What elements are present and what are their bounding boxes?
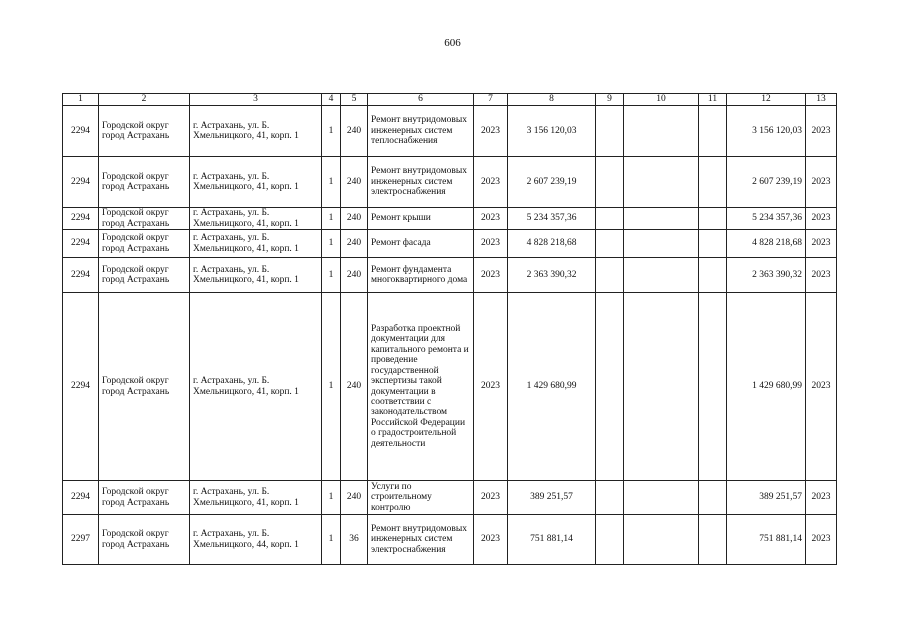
cost-cell: 389 251,57 xyxy=(508,481,596,515)
municipality-cell: Городской округ город Астрахань xyxy=(99,208,190,230)
cost-cell: 3 156 120,03 xyxy=(508,106,596,157)
column-4-cell: 1 xyxy=(322,481,341,515)
column-5-cell: 240 xyxy=(341,157,368,208)
table-row xyxy=(63,293,837,481)
table-row xyxy=(63,481,837,515)
column-10-cell xyxy=(624,208,699,230)
column-header: 5 xyxy=(341,94,368,106)
year-cell: 2023 xyxy=(474,157,508,208)
column-header: 8 xyxy=(508,94,596,106)
work-type-cell: Услуги по строительному контролю xyxy=(368,481,474,515)
completion-year-cell: 2023 xyxy=(806,208,837,230)
row-number-cell: 2297 xyxy=(63,515,99,565)
work-type-cell: Ремонт внутридомовых инженерных систем электроснабжения xyxy=(368,515,474,565)
completion-year-cell: 2023 xyxy=(806,481,837,515)
column-10-cell xyxy=(624,293,699,481)
address-cell: г. Астрахань, ул. Б. Хмельницкого, 41, корп. 1 xyxy=(190,157,322,208)
year-cell: 2023 xyxy=(474,258,508,293)
column-header: 4 xyxy=(322,94,341,106)
total-cost-cell: 5 234 357,36 xyxy=(727,208,806,230)
column-9-cell xyxy=(596,230,624,258)
address-cell: г. Астрахань, ул. Б. Хмельницкого, 41, корп. 1 xyxy=(190,293,322,481)
address-cell: г. Астрахань, ул. Б. Хмельницкого, 41, корп. 1 xyxy=(190,481,322,515)
table-row xyxy=(63,258,837,293)
column-header: 9 xyxy=(596,94,624,106)
municipality-cell: Городской округ город Астрахань xyxy=(99,293,190,481)
year-cell: 2023 xyxy=(474,515,508,565)
total-cost-cell: 2 363 390,32 xyxy=(727,258,806,293)
row-number-cell: 2294 xyxy=(63,481,99,515)
cost-cell: 2 607 239,19 xyxy=(508,157,596,208)
column-4-cell: 1 xyxy=(322,230,341,258)
municipality-cell: Городской округ город Астрахань xyxy=(99,157,190,208)
column-11-cell xyxy=(699,293,727,481)
row-number-cell: 2294 xyxy=(63,208,99,230)
column-header: 13 xyxy=(806,94,837,106)
table-row xyxy=(63,157,837,208)
work-type-cell: Ремонт фасада xyxy=(368,230,474,258)
cost-cell: 4 828 218,68 xyxy=(508,230,596,258)
address-cell: г. Астрахань, ул. Б. Хмельницкого, 41, корп. 1 xyxy=(190,258,322,293)
row-number-cell: 2294 xyxy=(63,157,99,208)
work-type-cell: Ремонт фундамента многоквартирного дома xyxy=(368,258,474,293)
column-10-cell xyxy=(624,106,699,157)
column-11-cell xyxy=(699,258,727,293)
address-cell: г. Астрахань, ул. Б. Хмельницкого, 41, корп. 1 xyxy=(190,230,322,258)
work-type-cell: Разработка проектной документации для капитального ремонта и проведение государственной экспертизы такой документации в соответствии с законодательством Российской Федерации о градостроительной деятельности xyxy=(368,293,474,481)
column-9-cell xyxy=(596,106,624,157)
row-number-cell: 2294 xyxy=(63,258,99,293)
municipality-cell: Городской округ город Астрахань xyxy=(99,258,190,293)
year-cell: 2023 xyxy=(474,208,508,230)
column-5-cell: 240 xyxy=(341,208,368,230)
year-cell: 2023 xyxy=(474,481,508,515)
municipality-cell: Городской округ город Астрахань xyxy=(99,515,190,565)
total-cost-cell: 2 607 239,19 xyxy=(727,157,806,208)
year-cell: 2023 xyxy=(474,293,508,481)
column-4-cell: 1 xyxy=(322,106,341,157)
column-11-cell xyxy=(699,230,727,258)
column-4-cell: 1 xyxy=(322,208,341,230)
page-number: 606 xyxy=(444,37,461,49)
column-10-cell xyxy=(624,515,699,565)
column-4-cell: 1 xyxy=(322,515,341,565)
year-cell: 2023 xyxy=(474,106,508,157)
total-cost-cell: 4 828 218,68 xyxy=(727,230,806,258)
table-row xyxy=(63,106,837,157)
column-4-cell: 1 xyxy=(322,157,341,208)
column-header: 6 xyxy=(368,94,474,106)
row-number-cell: 2294 xyxy=(63,230,99,258)
total-cost-cell: 1 429 680,99 xyxy=(727,293,806,481)
column-9-cell xyxy=(596,293,624,481)
column-5-cell: 240 xyxy=(341,293,368,481)
total-cost-cell: 751 881,14 xyxy=(727,515,806,565)
column-11-cell xyxy=(699,208,727,230)
column-9-cell xyxy=(596,515,624,565)
column-header: 12 xyxy=(727,94,806,106)
column-5-cell: 240 xyxy=(341,106,368,157)
column-5-cell: 36 xyxy=(341,515,368,565)
column-5-cell: 240 xyxy=(341,258,368,293)
completion-year-cell: 2023 xyxy=(806,157,837,208)
completion-year-cell: 2023 xyxy=(806,230,837,258)
work-type-cell: Ремонт внутридомовых инженерных систем электроснабжения xyxy=(368,157,474,208)
column-5-cell: 240 xyxy=(341,481,368,515)
column-4-cell: 1 xyxy=(322,293,341,481)
completion-year-cell: 2023 xyxy=(806,258,837,293)
work-type-cell: Ремонт крыши xyxy=(368,208,474,230)
cost-cell: 751 881,14 xyxy=(508,515,596,565)
column-4-cell: 1 xyxy=(322,258,341,293)
cost-cell: 2 363 390,32 xyxy=(508,258,596,293)
column-11-cell xyxy=(699,515,727,565)
column-5-cell: 240 xyxy=(341,230,368,258)
total-cost-cell: 3 156 120,03 xyxy=(727,106,806,157)
table-row xyxy=(63,515,837,565)
year-cell: 2023 xyxy=(474,230,508,258)
completion-year-cell: 2023 xyxy=(806,515,837,565)
column-10-cell xyxy=(624,230,699,258)
table-row xyxy=(63,208,837,230)
row-number-cell: 2294 xyxy=(63,293,99,481)
completion-year-cell: 2023 xyxy=(806,293,837,481)
row-number-cell: 2294 xyxy=(63,106,99,157)
column-10-cell xyxy=(624,157,699,208)
column-10-cell xyxy=(624,258,699,293)
capital-repair-table xyxy=(62,93,837,565)
column-9-cell xyxy=(596,208,624,230)
work-type-cell: Ремонт внутридомовых инженерных систем теплоснабжения xyxy=(368,106,474,157)
cost-cell: 1 429 680,99 xyxy=(508,293,596,481)
table-row xyxy=(63,230,837,258)
municipality-cell: Городской округ город Астрахань xyxy=(99,106,190,157)
column-header: 7 xyxy=(474,94,508,106)
address-cell: г. Астрахань, ул. Б. Хмельницкого, 44, корп. 1 xyxy=(190,515,322,565)
column-9-cell xyxy=(596,481,624,515)
municipality-cell: Городской округ город Астрахань xyxy=(99,230,190,258)
column-9-cell xyxy=(596,258,624,293)
total-cost-cell: 389 251,57 xyxy=(727,481,806,515)
column-header: 10 xyxy=(624,94,699,106)
column-header: 3 xyxy=(190,94,322,106)
completion-year-cell: 2023 xyxy=(806,106,837,157)
column-11-cell xyxy=(699,106,727,157)
address-cell: г. Астрахань, ул. Б. Хмельницкого, 41, корп. 1 xyxy=(190,208,322,230)
cost-cell: 5 234 357,36 xyxy=(508,208,596,230)
address-cell: г. Астрахань, ул. Б. Хмельницкого, 41, корп. 1 xyxy=(190,106,322,157)
column-header: 2 xyxy=(99,94,190,106)
column-header: 11 xyxy=(699,94,727,106)
column-number-row xyxy=(63,94,837,106)
column-11-cell xyxy=(699,481,727,515)
column-10-cell xyxy=(624,481,699,515)
column-11-cell xyxy=(699,157,727,208)
column-header: 1 xyxy=(63,94,99,106)
column-9-cell xyxy=(596,157,624,208)
municipality-cell: Городской округ город Астрахань xyxy=(99,481,190,515)
